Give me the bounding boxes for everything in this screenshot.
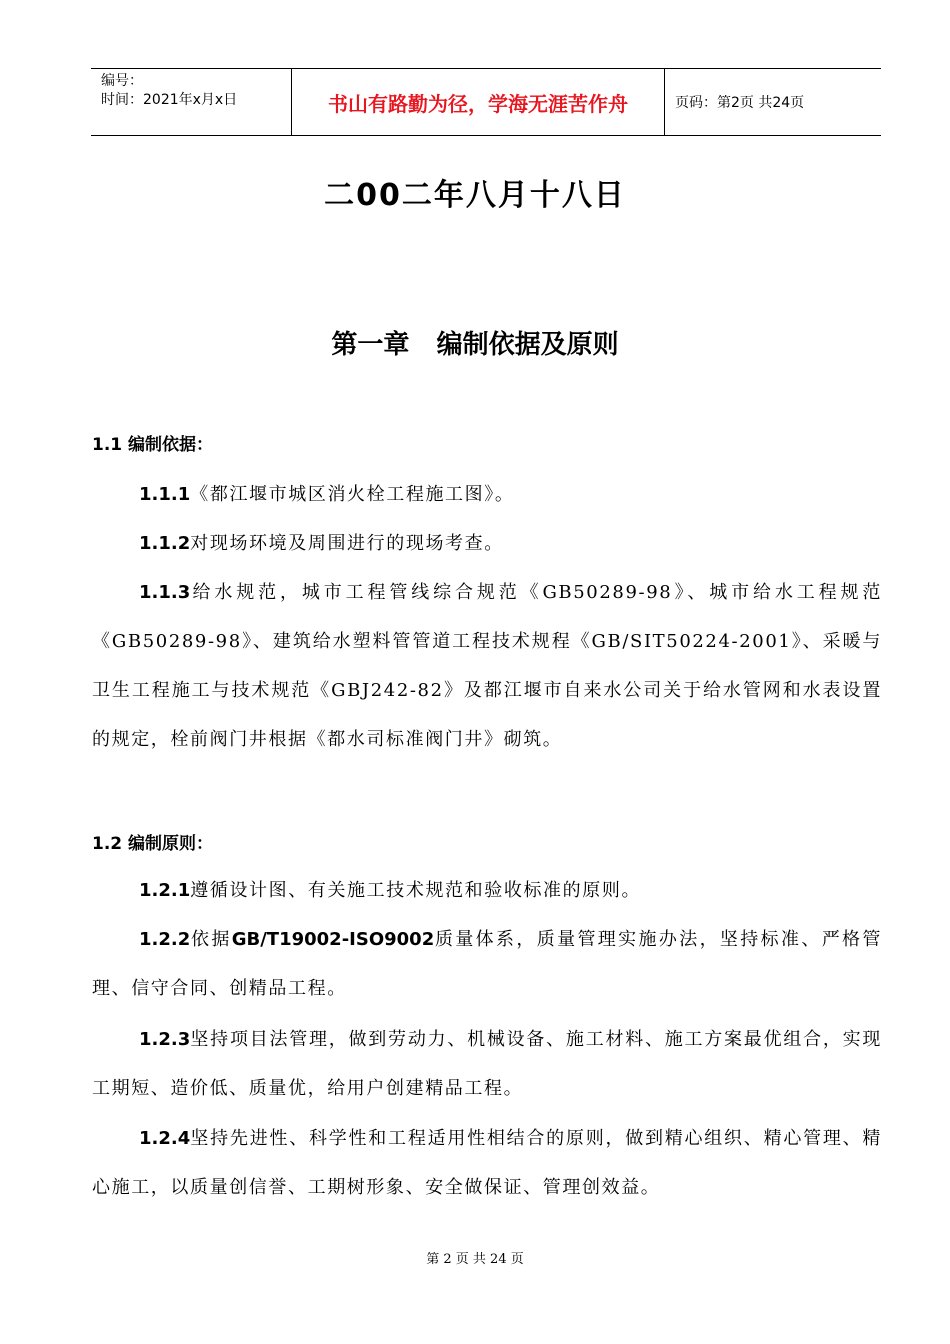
paragraph-1-2-2 — [92, 915, 882, 1013]
paragraph-1-1-3 — [92, 568, 882, 764]
item-number: 1.2.4 — [139, 1128, 191, 1149]
item-number: 1.2.1 — [139, 880, 191, 901]
standard-code: GB/T19002-ISO9002 — [231, 929, 435, 950]
time-label: 时间：2021年x月x日 — [101, 92, 238, 108]
paragraph-1-2-1 — [92, 866, 882, 915]
item-number: 1.2.2 — [139, 929, 191, 950]
paragraph-1-1-1 — [92, 470, 882, 519]
item-text: 坚持项目法管理，做到劳动力、机械设备、施工材料、施工方案最优组合，实现工期短、造价低、质量优，给用户创建精品工程。 — [92, 1029, 882, 1099]
item-number: 1.1.1 — [139, 484, 191, 505]
item-text: 对现场环境及周围进行的现场考查。 — [190, 533, 504, 554]
item-number: 1.1.3 — [139, 582, 191, 603]
page-header — [91, 68, 881, 136]
item-text: 质量体系，质量管理实施办法，坚持标准、严格管理、信守合同、创精品工程。 — [92, 929, 882, 999]
code-label: 编号： — [101, 73, 143, 89]
header-page-info: 页码：第2页 共24页 — [675, 95, 805, 111]
chapter-title: 第一章 编制依据及原则 — [331, 330, 619, 360]
item-text: 坚持先进性、科学性和工程适用性相结合的原则，做到精心组织、精心管理、精心施工，以质量创信誉、工期树形象、安全做保证、管理创效益。 — [92, 1128, 882, 1198]
item-text: 给水规范，城市工程管线综合规范《GB50289-98》、城市给水工程规范《GB50289-98》、建筑给水塑料管管道工程技术规程《GB/SIT50224-2001》、采暖与卫生工程施工与技术规范《GBJ242-82》及都江堰市自来水公司关于给水管网和水表设置的规定，栓前阀门井根据《都水司标准阀门井》砌筑。 — [92, 582, 882, 750]
date-title: 二00二年八月十八日 — [324, 178, 626, 213]
paragraph-1-1-2 — [92, 519, 882, 568]
paragraph-1-2-3 — [92, 1015, 882, 1113]
item-text: 遵循设计图、有关施工技术规范和验收标准的原则。 — [190, 880, 642, 901]
page-footer: 第 2 页 共 24 页 — [426, 1252, 524, 1267]
section-heading-1-1: 1.1 编制依据： — [92, 435, 214, 455]
item-number: 1.2.3 — [139, 1029, 191, 1050]
item-text: 《都江堰市城区消火栓工程施工图》。 — [190, 484, 515, 505]
section-heading-1-2: 1.2 编制原则： — [92, 834, 214, 854]
header-meta — [91, 69, 292, 135]
item-pre: 依据 — [190, 929, 232, 950]
item-number: 1.1.2 — [139, 533, 191, 554]
header-motto: 书山有路勤为径，学海无涯苦作舟 — [292, 69, 665, 135]
paragraph-1-2-4 — [92, 1114, 882, 1212]
